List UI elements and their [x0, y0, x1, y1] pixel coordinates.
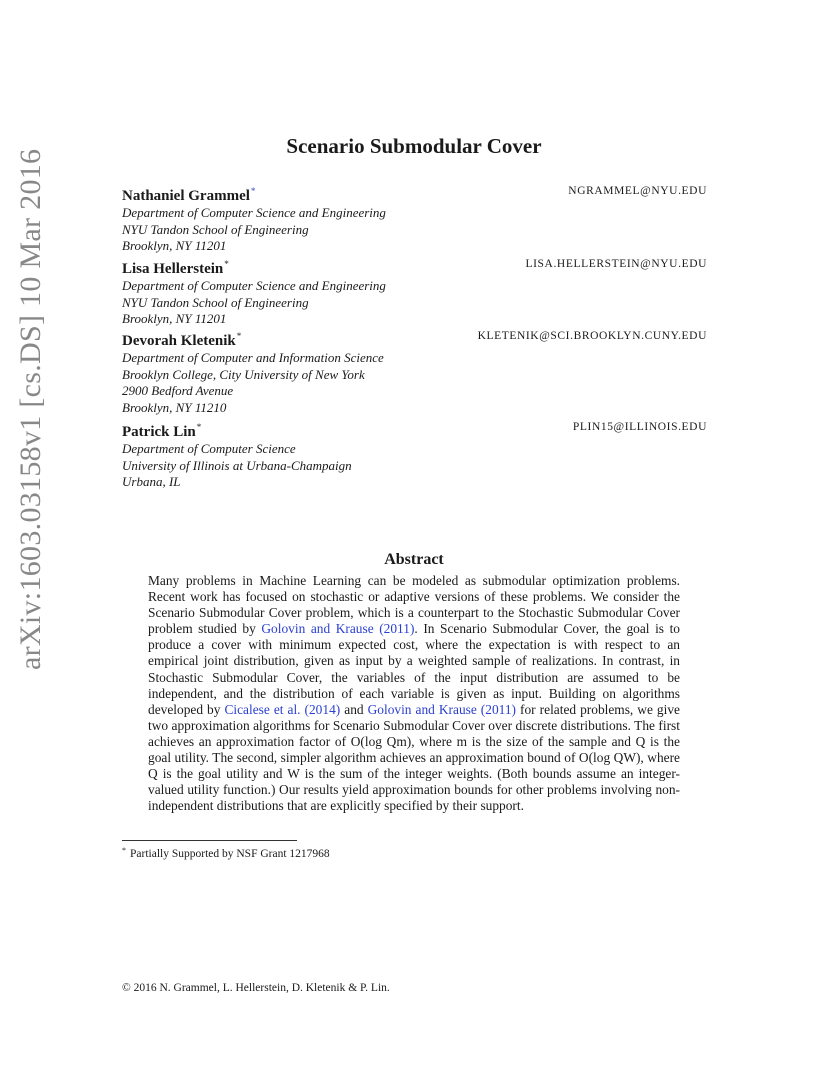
arxiv-side-stamp: arXiv:1603.03158v1 [cs.DS] 10 Mar 2016 — [14, 148, 47, 670]
citation-link[interactable]: Golovin and Krause (2011) — [261, 621, 415, 637]
author-email[interactable]: PLIN15@ILLINOIS.EDU — [572, 421, 707, 433]
abstract-text: and — [340, 701, 368, 717]
abstract-text: . In Scenario Submodular Cover, the goal is to produce a cover with minimum expected cost, where the expectation is with respect to an empirical joint distribution, given as input by a weighted sample of realizations. In contrast, in Stochastic Submodular Cover, the variables of the input distribution are assumed to be independent, and the distribution of each variable is given as input. Building on algorithms developed by — [148, 621, 680, 717]
affiliation-line: Brooklyn, NY 11201 — [122, 311, 227, 326]
footnote-mark: * — [224, 259, 229, 269]
affiliation-line: Department of Computer and Information Science — [122, 350, 384, 365]
footnote-mark: * — [122, 846, 126, 855]
affiliation-line: Brooklyn, NY 11201 — [122, 238, 227, 253]
author-block — [122, 328, 707, 416]
citation-link[interactable]: Golovin and Krause (2011) — [367, 701, 517, 717]
author-block — [122, 256, 707, 328]
affiliation-line: NYU Tandon School of Engineering — [122, 294, 309, 310]
citation-link[interactable]: Cicalese et al. (2014) — [224, 701, 341, 717]
affiliation-line: Urbana, IL — [122, 474, 181, 489]
author-name: Lisa Hellerstein — [122, 261, 224, 277]
affiliation-line: Department of Computer Science and Engineering — [122, 205, 386, 220]
paper-title: Scenario Submodular Cover — [286, 134, 542, 158]
affiliation-line: Brooklyn, NY 11210 — [122, 399, 227, 415]
affiliation-line: Department of Computer Science — [122, 441, 296, 456]
author-block — [122, 183, 707, 255]
footnote-mark: * — [236, 331, 242, 341]
affiliation-line: Department of Computer Science and Engineering — [122, 278, 386, 293]
copyright-notice: © 2016 N. Grammel, L. Hellerstein, D. Kletenik & P. Lin. — [122, 982, 390, 994]
author-name: Devorah Kletenik — [122, 333, 236, 349]
abstract-heading: Abstract — [384, 551, 444, 568]
affiliation-line: University of Illinois at Urbana-Champaign — [122, 457, 352, 473]
author-name: Patrick Lin — [122, 424, 196, 440]
affiliation-line: 2900 Bedford Avenue — [122, 383, 234, 398]
footnote-divider — [122, 840, 297, 841]
footnote-text: Partially Supported by NSF Grant 1217968 — [130, 848, 330, 860]
footnote-mark[interactable]: * — [250, 186, 256, 196]
author-email[interactable]: NGRAMMEL@NYU.EDU — [568, 185, 707, 197]
author-block — [122, 419, 707, 491]
abstract-text: Many problems in Machine Learning can be modeled as submodular optimization problems. Recent work has focused on stochastic or adaptive versions of these problems. We consider the Scenario Submodular Cover problem, which is a counterpart to the Stochastic Submodular Cover problem studied by — [148, 573, 680, 637]
footnote-mark: * — [196, 422, 202, 432]
abstract-text: for related problems, we give two approximation algorithms for Scenario Submodular Cover over discrete distributions. The first achieves an approximation factor of O(log Qm), where m is the size of the sample and Q is the goal utility. The second, simpler algorithm achieves an approximation bound of O(log QW), where Q is the goal utility and W is the sum of the integer weights. (Both bounds assume an integer-valued utility function.) Our results yield approximation bounds for other problems involving non-independent distributions that are explicitly specified by their support. — [148, 701, 680, 814]
affiliation-line: NYU Tandon School of Engineering — [122, 221, 309, 237]
abstract-body — [148, 573, 680, 814]
author-email[interactable]: LISA.HELLERSTEIN@NYU.EDU — [525, 258, 707, 270]
affiliation-line: Brooklyn College, City University of New York — [122, 366, 365, 382]
footnote — [122, 846, 330, 860]
author-name: Nathaniel Grammel — [122, 188, 250, 204]
author-email[interactable]: KLETENIK@SCI.BROOKLYN.CUNY.EDU — [477, 330, 707, 342]
